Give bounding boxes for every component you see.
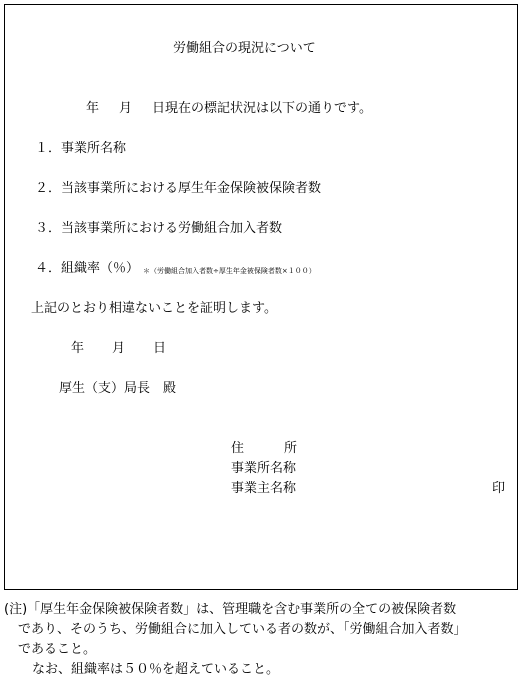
address-label-part-1: 住 [231, 441, 245, 456]
office-name-label: 事業所名称 [231, 461, 297, 476]
form-frame [4, 4, 518, 590]
seal-mark: 印 [492, 481, 506, 496]
addressee: 厚生（支）局長 殿 [59, 381, 177, 396]
footnote-line-1: (注)「厚生年金保険被保険者数」は、管理職を含む事業所の全ての被保険者数 [4, 602, 457, 617]
sign-month-label: 月 [112, 341, 126, 356]
item-organization-rate-label: ４．組織率（％） [35, 261, 140, 276]
sign-day-label: 日 [153, 341, 167, 356]
footnote-line-3: であること。 [18, 642, 97, 657]
address-label [231, 441, 297, 457]
item-organization-rate [35, 261, 316, 278]
owner-name-label: 事業主名称 [231, 481, 297, 496]
form-title: 労働組合の現況について [173, 41, 316, 56]
year-label: 年 [86, 101, 100, 116]
status-date-line [86, 101, 372, 117]
item-union-member-count: ３．当該事業所における労働組合加入者数 [35, 221, 283, 236]
address-label-part-2: 所 [284, 441, 298, 456]
rate-formula: ＊（労働組合加入者数÷厚生年金被保険者数×１００） [143, 267, 316, 275]
footnote-line-4: なお、組織率は５０％を超えていること。 [32, 662, 280, 677]
footnote-line-2: であり、そのうち、労働組合に加入している者の数が、「労働組合加入者数」 [18, 622, 467, 637]
item-insured-count: ２．当該事業所における厚生年金保険被保険者数 [35, 181, 322, 196]
sign-date [71, 341, 166, 357]
certification-statement: 上記のとおり相違ないことを証明します。 [31, 301, 277, 316]
month-label: 月 [119, 101, 133, 116]
footnote [4, 600, 467, 680]
status-date-text: 日現在の標記状況は以下の通りです。 [152, 101, 372, 116]
sign-year-label: 年 [71, 341, 85, 356]
item-office-name: １．事業所名称 [35, 141, 127, 156]
